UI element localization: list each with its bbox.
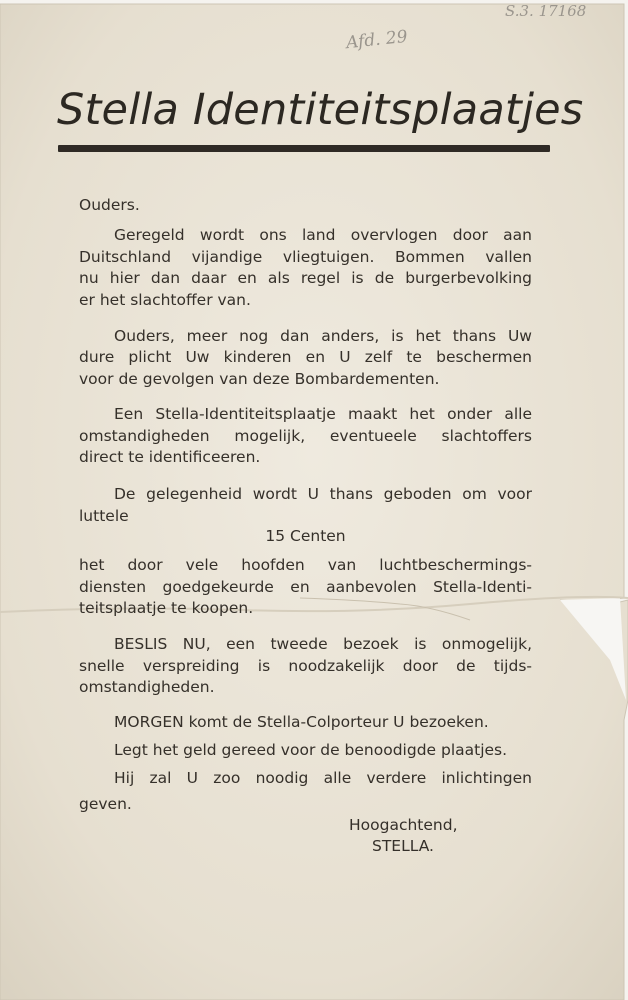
p8-line-2: geven. <box>79 795 132 813</box>
archive-catalog-number: S.3. 17168 <box>505 2 587 20</box>
p3-line-2: omstandigheden mogelijk, eventueele slachtoffers <box>79 427 532 445</box>
p1-line-2: Duitschland vijandige vliegtuigen. Bommen vallen <box>79 248 532 266</box>
p1-line-4: er het slachtoffer van. <box>79 291 251 309</box>
salutation: Ouders. <box>79 196 140 214</box>
p3-line-1: Een Stella-Identiteitsplaatje maakt het onder alle <box>114 405 532 423</box>
p2-line-2: dure plicht Uw kinderen en U zelf te beschermen <box>79 348 532 366</box>
p5-line-1: BESLIS NU, een tweede bezoek is onmogelijk, <box>114 635 532 653</box>
p4-line-4: diensten goedgekeurde en aanbevolen Stella-Identi- <box>79 578 532 596</box>
price-label: 15 Centen <box>265 527 346 545</box>
p2-line-3: voor de gevolgen van deze Bombardementen. <box>79 370 440 388</box>
p1-line-3: nu hier dan daar en als regel is de burgerbevolking <box>79 269 532 287</box>
p4-line-2: luttele <box>79 507 129 525</box>
p1-line-1: Geregeld wordt ons land overvlogen door aan <box>114 226 532 244</box>
document-title: Stella Identiteitsplaatjes <box>57 85 584 135</box>
p5-line-3: omstandigheden. <box>79 678 215 696</box>
p3-line-3: direct te identificeeren. <box>79 448 261 466</box>
closing: Hoogachtend, <box>349 816 458 834</box>
p6-line-1: MORGEN komt de Stella-Colporteur U bezoeken. <box>114 713 489 731</box>
p7-line-1: Legt het geld gereed voor de benoodigde plaatjes. <box>114 741 508 759</box>
p5-line-2: snelle verspreiding is noodzakelijk door de tijds- <box>79 657 532 675</box>
p4-line-3: het door vele hoofden van luchtbeschermings- <box>79 556 532 574</box>
signature: STELLA. <box>372 837 434 855</box>
p4-line-1: De gelegenheid wordt U thans geboden om voor <box>114 485 532 503</box>
title-underline <box>58 145 550 152</box>
p8-line-1: Hij zal U zoo noodig alle verdere inlichtingen <box>114 769 532 787</box>
p4-line-5: teitsplaatje te koopen. <box>79 599 254 617</box>
p2-line-1: Ouders, meer nog dan anders, is het thans Uw <box>114 327 532 345</box>
archive-pencil-note: Afd. 29 <box>345 26 409 54</box>
